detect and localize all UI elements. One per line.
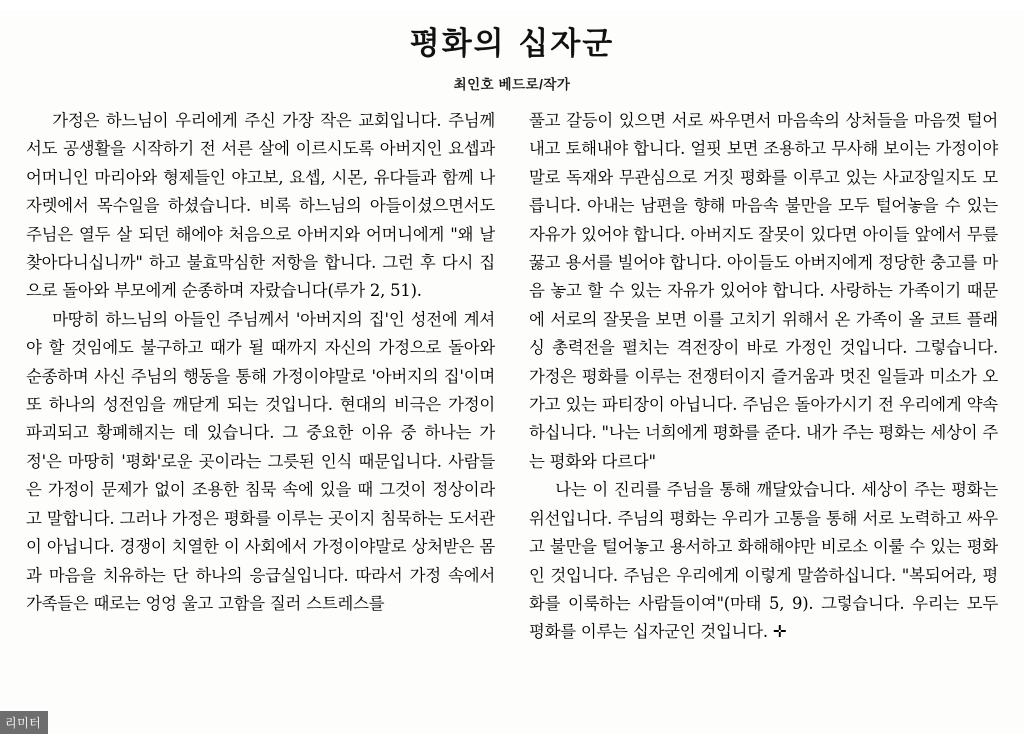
article-byline: 최인호 베드로/작가 [453,77,571,92]
paragraph: 가정은 하느님이 우리에게 주신 가장 작은 교회입니다. 주님께서도 공생활을 시작하기 전 서른 살에 이르시도록 아버지인 요셉과 어머니인 마리아와 형제들인 야고보, 요셉, 시몬, 유다들과 함께 나자렛에서 목수일을 하셨습니다. 비록 하느님의 아들이셨으면서도 주님은 열두 살 되던 해에야 처음으로 아버지와 어머니에게 "왜 날 찾아다니십니까" 하고 불효막심한 저항을 합니다. 그런 후 다시 집으로 돌아와 부모에게 순종하며 자랐습니다(루가 2, 51). [26,111,495,301]
paragraph: 마땅히 하느님의 아들인 주님께서 '아버지의 집'인 성전에 계셔야 할 것임에도 불구하고 때가 될 때까지 자신의 가정으로 돌아와 순종하며 사신 주님의 행동을 통해 가정이야말로 '아버지의 집'이며 또 하나의 성전임을 깨닫게 되는 것입니다. 현대의 비극은 가정이 파괴되고 황폐해지는 데 있습니다. 그 중요한 이유 중 하나는 가정'은 마땅히 '평화'로운 곳이라는 그릇된 인식 때문입니다. 사람들은 가정이 문제가 없이 조용한 침묵 속에 있을 때 그것이 정상이라고 말합니다. 그러나 가정은 평화를 이루는 곳이지 침묵하는 도서관이 아닙니다. 경쟁이 치열한 이 사회에서 가정이야말로 상처받은 몸과 마음을 치유하는 단 하나의 응급실입니다. 따라서 가정 속에서 가족들은 때로는 엉엉 울고 고함을 질러 스트레스를 [26,309,495,613]
article-column-right [525,107,998,747]
article-columns [0,107,1024,747]
paragraph: 나는 이 진리를 주님을 통해 깨달았습니다. 세상이 주는 평화는 위선입니다. 주님의 평화는 우리가 고통을 통해 서로 노력하고 싸우고 불만을 털어놓고 용서하고 화해해야만 비로소 이룰 수 있는 평화인 것입니다. 주님은 우리에게 이렇게 말씀하십니다. "복되어라, 평화를 이룩하는 사람들이여"(마태 5, 9). 그렇습니다. 우리는 모두 평화를 이루는 십자군인 것입니다. ✛ [529,480,998,642]
page-title: 평화의 십자군 [409,26,615,62]
paragraph: 풀고 갈등이 있으면 서로 싸우면서 마음속의 상처들을 마음껏 털어내고 토해내야 합니다. 얼핏 보면 조용하고 무사해 보이는 가정이야말로 독재와 무관심으로 거짓 평화를 이루고 있는 사교장일지도 모릅니다. 아내는 남편을 향해 마음속 불만을 모두 털어놓을 수 있는 자유가 있어야 합니다. 아버지도 잘못이 있다면 아이들 앞에서 무릎 꿇고 용서를 빌어야 합니다. 아이들도 아버지에게 정당한 충고를 마음 놓고 할 수 있는 자유가 있어야 합니다. 사랑하는 가족이기 때문에 서로의 잘못을 보면 이를 고치기 위해서 온 가족이 올 코트 플래싱 총력전을 펼치는 격전장이 바로 가정인 것입니다. 그렇습니다. 가정은 평화를 이루는 전쟁터이지 즐거움과 멋진 일들과 미소가 오가고 있는 파티장이 아닙니다. 주님은 돌아가시기 전 우리에게 약속하십니다. "나는 너희에게 평화를 준다. 내가 주는 평화는 세상이 주는 평화와 다르다" [529,111,998,471]
article-column-left [26,107,499,747]
watermark-label: 리미터 [0,711,48,734]
newspaper-page [0,10,1024,734]
